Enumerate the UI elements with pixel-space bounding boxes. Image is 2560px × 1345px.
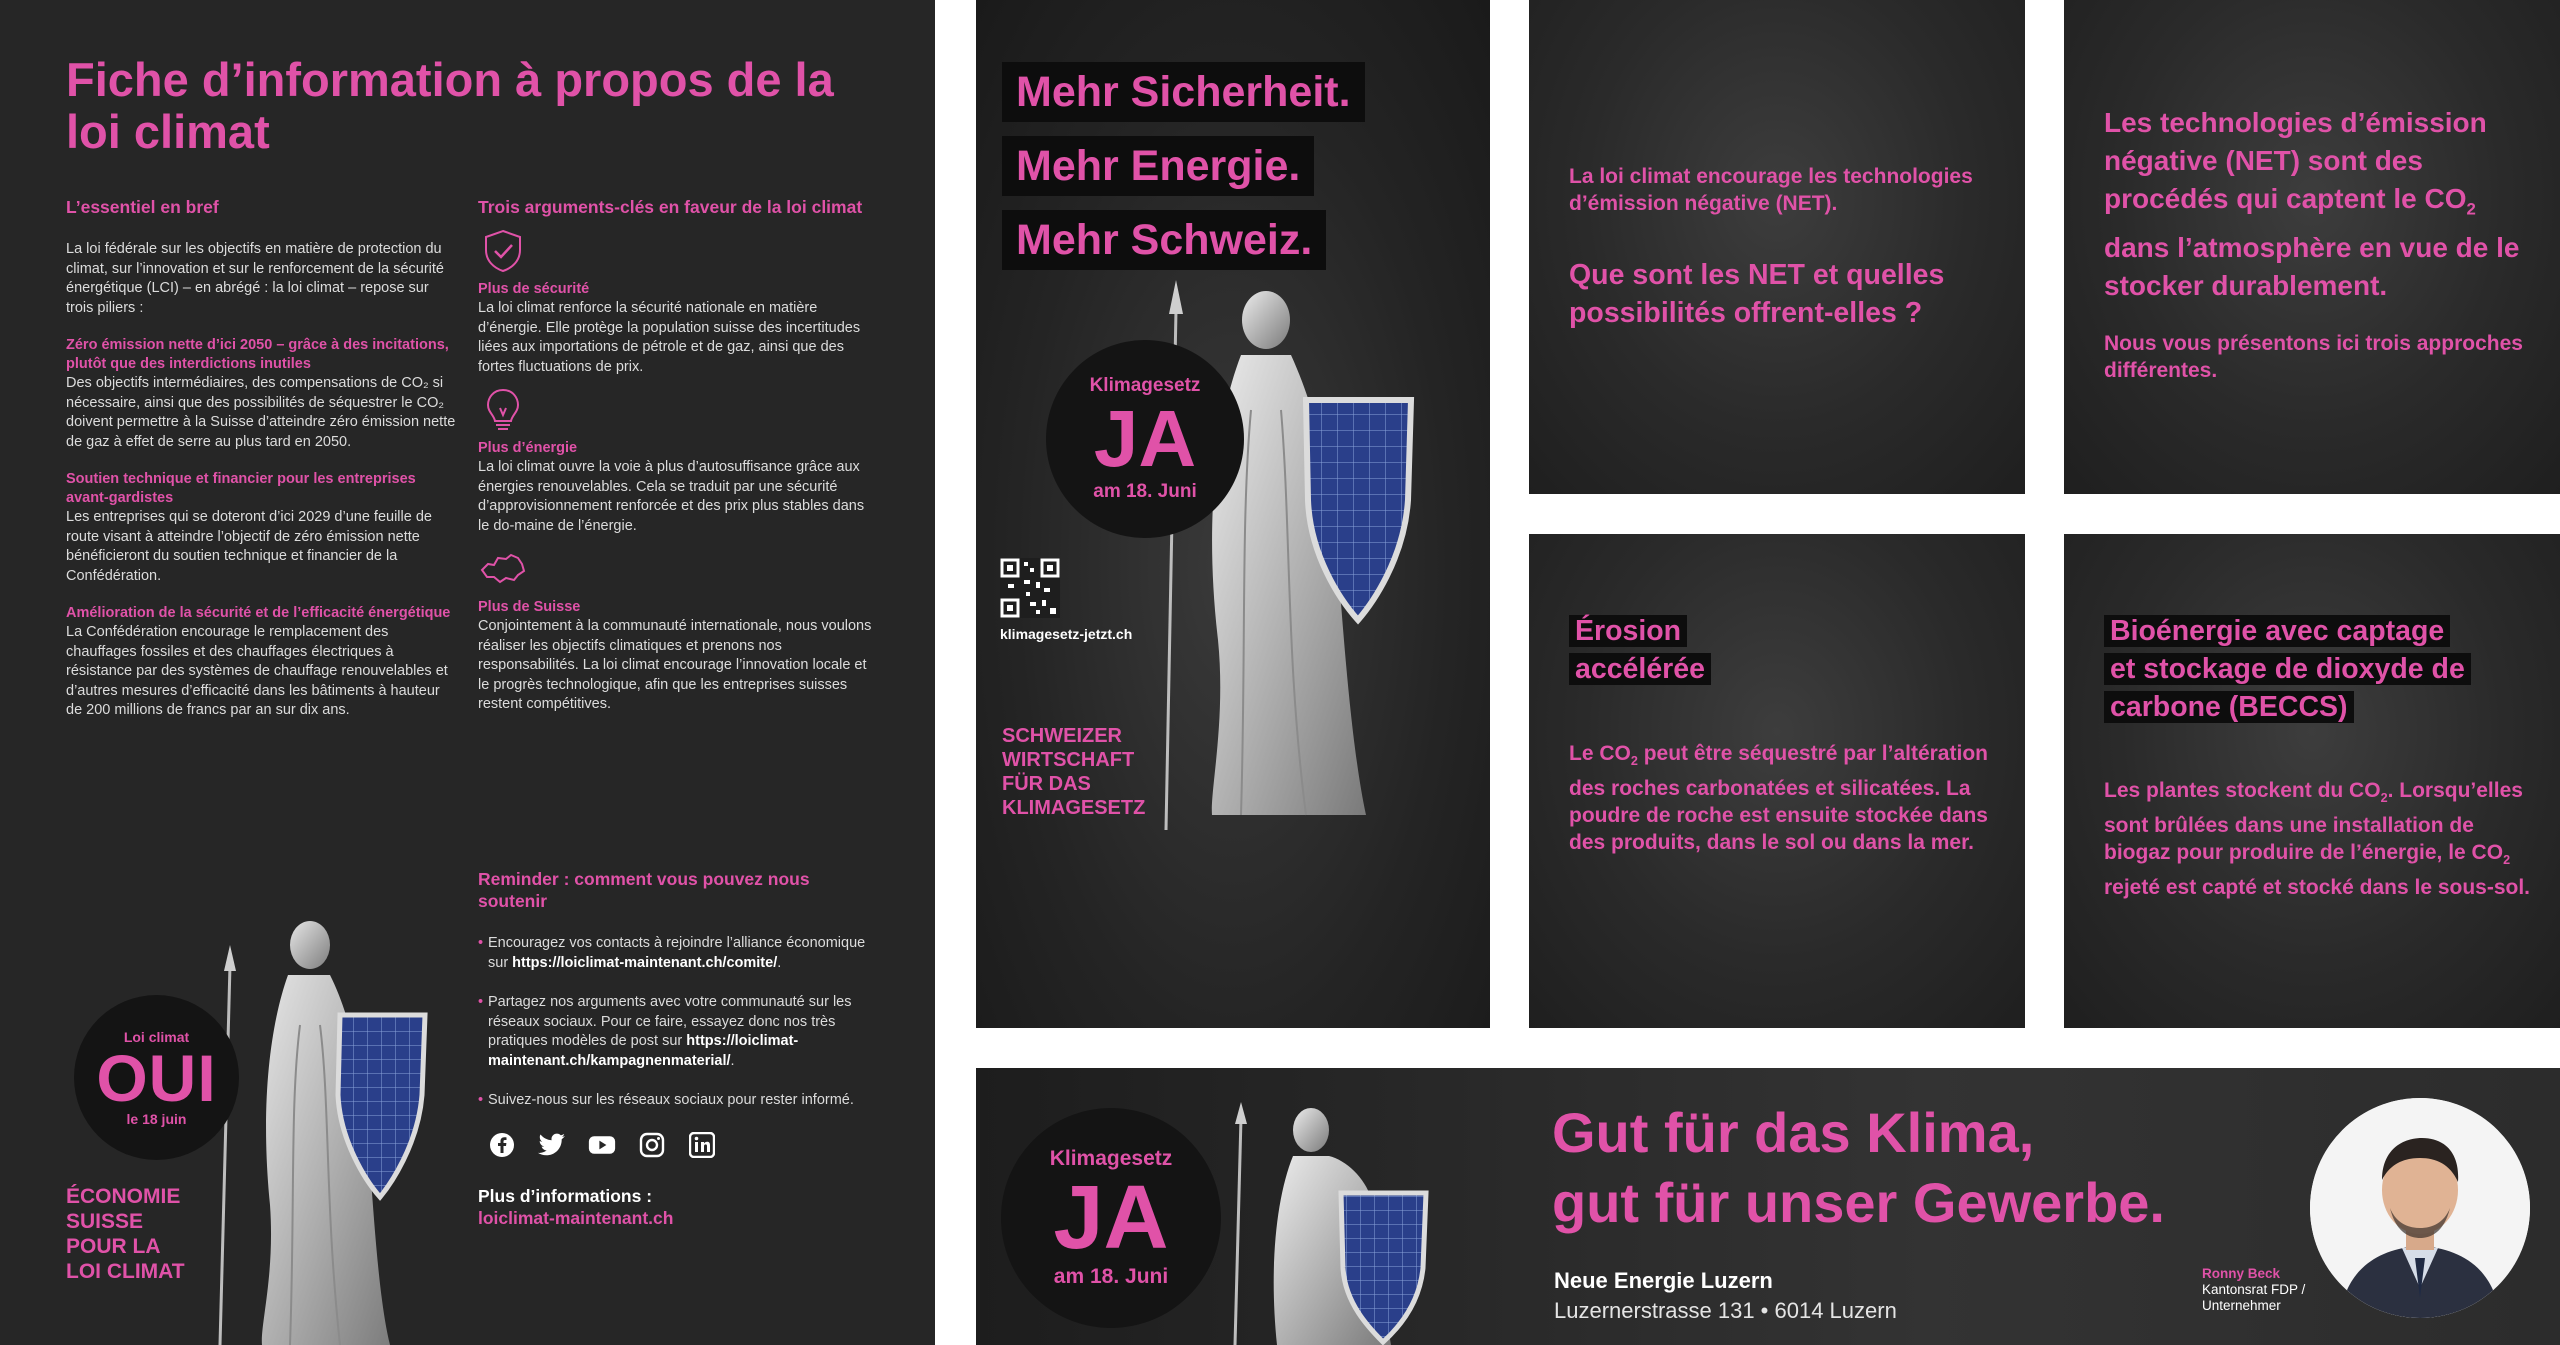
banner-address: Luzernerstrasse 131 • 6014 Luzern — [1554, 1298, 1897, 1323]
swiss-map-icon — [478, 544, 528, 594]
reminder-section — [478, 868, 878, 1229]
card-title — [2104, 612, 2544, 726]
list-item — [478, 1091, 878, 1111]
body-part: Le CO — [1569, 742, 1631, 765]
more-info-link[interactable]: loiclimat-maintenant.ch — [478, 1207, 674, 1228]
title-line: carbone (BECCS) — [2104, 691, 2354, 723]
reminder-heading: Reminder : comment vous pouvez nous soutenir — [478, 869, 810, 911]
pillar-title: Amélioration de la sécurité et de l’efficacité énergétique — [66, 605, 451, 621]
social-icons — [488, 1131, 878, 1159]
list-item — [478, 993, 878, 1071]
ja-badge — [1046, 340, 1244, 538]
essentials-column — [66, 196, 456, 721]
list-item — [478, 934, 878, 973]
title-line: accélérée — [1569, 653, 1711, 685]
shield-check-icon — [478, 226, 528, 276]
banner-headline — [1552, 1098, 2165, 1238]
person-name: Ronny Beck — [2202, 1266, 2281, 1281]
twitter-icon[interactable] — [538, 1131, 566, 1159]
body-part: . Lorsqu’elles sont brûlées dans une installation de biogaz pour produire de l’énergie, le CO — [2104, 779, 2523, 865]
helvetia-statue-illustration — [1221, 1098, 1481, 1345]
qr-code[interactable] — [1000, 558, 1060, 618]
pillar-text: Les entreprises qui se doteront d’ici 2029 d’une feuille de route visant à atteindre l’objectif de zéro émission nette bénéficieront du soutien technique et financier de la Confédération. — [66, 509, 432, 584]
org-line: SUISSE — [66, 1210, 144, 1233]
reminder-list — [478, 934, 878, 1111]
badge-top-text: Loi climat — [123, 1028, 190, 1045]
org-line: FÜR DAS — [1002, 773, 1091, 795]
pillar-text: Des objectifs intermédiaires, des compensations de CO₂ si nécessaire, ainsi que des possibilités de séquestrer le CO₂ doivent permettre à la Suisse d’atteindre zéro émission nette de gaz à effet de serre au plus tard en 2050. — [66, 375, 456, 450]
comite-link[interactable]: https://loiclimat-maintenant.ch/comite/ — [512, 954, 778, 971]
org-line: WIRTSCHAFT — [1002, 749, 1135, 771]
sheet-title: Fiche d’information à propos de la loi climat — [66, 53, 834, 158]
title-line: et stockage de dioxyde de — [2104, 653, 2471, 685]
essentials-heading: L’essentiel en bref — [66, 197, 219, 217]
reminder-text: Partagez nos arguments avec votre communauté sur les réseaux sociaux. Pour ce faire, essayez donc nos très pratiques modèles de post sur — [488, 994, 852, 1049]
subscript: 2 — [2503, 853, 2511, 868]
banner-organization: Neue Energie Luzern — [1554, 1268, 1773, 1293]
vertical-poster — [976, 0, 1490, 1028]
organization-name — [66, 1184, 185, 1284]
reminder-text: Suivez-nous sur les réseaux sociaux pour rester informé. — [488, 1092, 854, 1108]
headline-line: gut für unser Gewerbe. — [1552, 1171, 2165, 1234]
instagram-icon[interactable] — [638, 1131, 666, 1159]
lightbulb-icon — [478, 385, 528, 435]
linkedin-icon[interactable] — [688, 1131, 716, 1159]
poster-headline: Mehr Schweiz. — [1002, 210, 1326, 270]
body-part: rejeté est capté et stocké dans le sous-sol. — [2104, 876, 2531, 900]
reminder-text: Encouragez vos contacts à rejoindre l’alliance économique sur — [488, 935, 866, 971]
badge-main-text: OUI — [96, 1040, 217, 1115]
argument-text: Conjointement à la communauté internationale, nous voulons réaliser les objectifs climatiques et prenons nos responsabilités. La loi climat encourage l’innovation locale et le progrès technologique, afin que les entreprises suisses restent compétitives. — [478, 618, 872, 712]
pillar-title: Soutien technique et financier pour les entreprises avant-gardistes — [66, 471, 416, 506]
beccs-card — [2064, 534, 2560, 1028]
erosion-card — [1529, 534, 2025, 1028]
argument-title: Plus de Suisse — [478, 599, 581, 615]
more-info-label: Plus d’informations : — [478, 1185, 653, 1206]
card-body — [1569, 740, 1999, 856]
poster-headline: Mehr Energie. — [1002, 136, 1314, 196]
body-part: Les plantes stockent du CO — [2104, 779, 2381, 802]
info-sheet — [0, 0, 935, 1345]
org-line: ÉCONOMIE — [66, 1185, 181, 1208]
badge-bottom-text: am 18. Juni — [1053, 1265, 1169, 1288]
org-line: KLIMAGESETZ — [1002, 797, 1146, 819]
poster-url[interactable]: klimagesetz-jetzt.ch — [1000, 626, 1133, 642]
oui-badge — [74, 995, 239, 1160]
card-subtext: Nous vous présentons ici trois approches différentes. — [2104, 332, 2523, 382]
net-definition-card — [2064, 0, 2560, 494]
pillar-text: La Confédération encourage le remplacement des chauffages fossiles et des chauffages électriques à résistance par des systèmes de chauffage renouvelables et d’autres mesures d’efficacité dans les bâtiments à hauteur de 200 millions de francs par an sur dix ans. — [66, 624, 448, 718]
title-line: Bioénergie avec captage — [2104, 615, 2450, 647]
badge-main-text: JA — [1053, 1168, 1169, 1268]
reminder-punct: . — [730, 1052, 735, 1069]
statement-part: Les technologies d’émission négative (NET) sont des procédés qui captent le CO — [2104, 107, 2487, 214]
badge-bottom-text: le 18 juin — [126, 1110, 187, 1127]
badge-bottom-text: am 18. Juni — [1093, 481, 1197, 502]
argument-title: Plus d’énergie — [478, 440, 578, 456]
ja-badge — [1001, 1108, 1221, 1328]
reminder-punct: . — [777, 954, 782, 971]
essentials-intro: La loi fédérale sur les objectifs en matière de protection du climat, sur l’innovation et sur le renforcement de la sécurité énergétique (LCI) – en abrégé : la loi climat – repose sur trois piliers : — [66, 241, 444, 316]
subscript: 2 — [2380, 791, 2388, 806]
statement-part: dans l’atmosphère en vue de le stocker durablement. — [2104, 231, 2520, 301]
helvetia-statue-illustration — [200, 905, 470, 1345]
card-question-text: Que sont les NET et quelles possibilités offrent-elles ? — [1569, 259, 1945, 329]
arguments-column — [478, 196, 878, 715]
card-body — [2104, 777, 2534, 901]
subscript: 2 — [1630, 754, 1638, 769]
title-line: Érosion — [1569, 615, 1687, 647]
badge-main-text: JA — [1093, 394, 1197, 483]
body-part: peut être séquestré par l’altération des roches carbonatées et silicatées. La poudre de roche est ensuite stockée dans des produits, dans le sol ou dans la mer. — [1569, 742, 1988, 855]
person-role: Kantonsrat FDP / Unternehmer — [2202, 1282, 2306, 1313]
headline-line: Gut für das Klima, — [1552, 1101, 2035, 1164]
org-line: LOI CLIMAT — [66, 1260, 185, 1283]
argument-title: Plus de sécurité — [478, 281, 590, 297]
poster-headline: Mehr Sicherheit. — [1002, 62, 1365, 122]
card-title — [1569, 612, 1999, 688]
subscript: 2 — [2466, 199, 2476, 219]
card-intro-text: La loi climat encourage les technologies d’émission négative (NET). — [1569, 165, 1973, 215]
arguments-heading: Trois arguments-clés en faveur de la loi climat — [478, 197, 863, 217]
badge-top-text: Klimagesetz — [1049, 1147, 1173, 1170]
horizontal-banner — [976, 1068, 2560, 1345]
net-intro-card — [1529, 0, 2025, 494]
pillar-title: Zéro émission nette d’ici 2050 – grâce à des incitations, plutôt que des interdictions inutiles — [66, 337, 449, 372]
facebook-icon[interactable] — [488, 1131, 516, 1159]
avatar — [2310, 1098, 2530, 1318]
youtube-icon[interactable] — [588, 1131, 616, 1159]
organization-name — [1002, 724, 1145, 820]
org-line: SCHWEIZER — [1002, 725, 1122, 747]
badge-top-text: Klimagesetz — [1089, 375, 1201, 396]
argument-text: La loi climat renforce la sécurité nationale en matière d’énergie. Elle protège la population suisse des incertitudes liées aux importations de pétrole et de gaz, ainsi que des fortes fluctuations de prix. — [478, 300, 861, 375]
person-portrait — [2310, 1098, 2530, 1318]
org-line: POUR LA — [66, 1235, 161, 1258]
card-statement-text — [2104, 104, 2544, 305]
argument-text: La loi climat ouvre la voie à plus d’autosuffisance grâce aux énergies renouvelables. Cela se traduit par une sécurité d’approvisionnement renforcée et des prix plus stables dans le do-maine de l’énergie. — [478, 459, 865, 534]
material-link[interactable]: https://loiclimat-maintenant.ch/kampagnenmaterial/ — [488, 1033, 799, 1069]
